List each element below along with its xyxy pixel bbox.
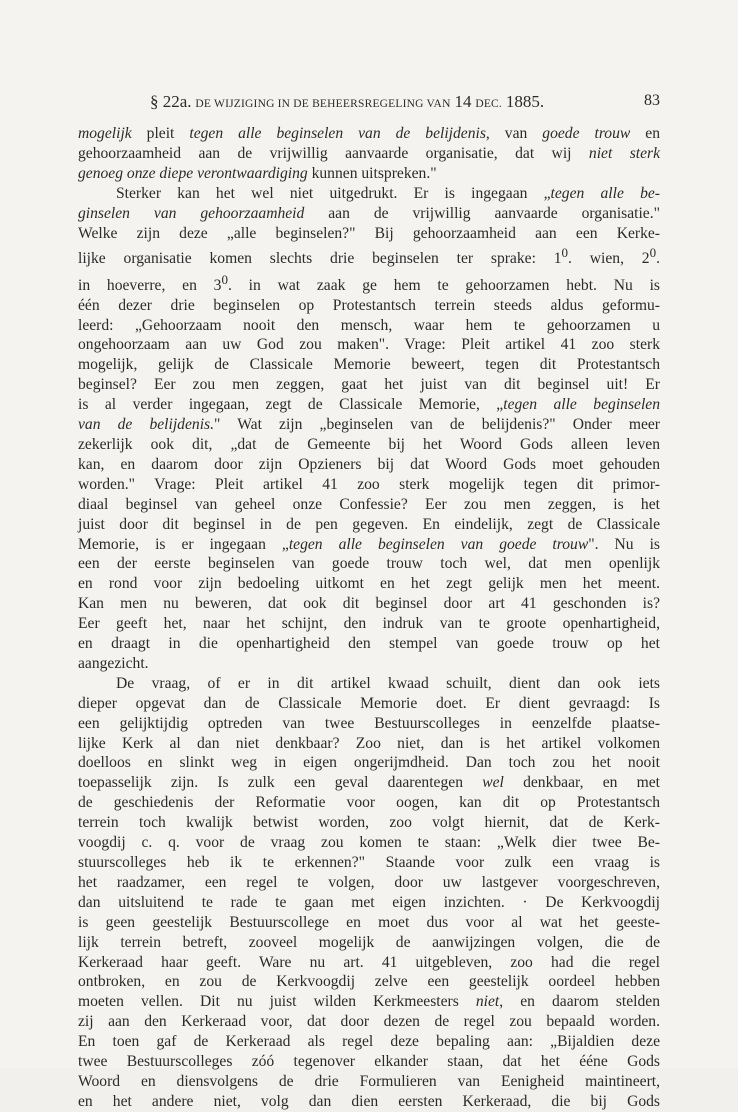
text-line: van de belijdenis." Wat zijn „beginselen van de belijdenis?" Onder meer <box>78 416 660 434</box>
text-line: lijk terrein betreft, zooveel mogelijk de aanwijzingen volgen, die de <box>78 933 660 951</box>
text-line: de geschiedenis der Reformatie voor oogen, kan dit op Protestantsch <box>78 794 660 812</box>
text-line: lijke Kerk al dan niet denkbaar? Zoo niet, dan is het artikel volkomen <box>78 734 660 752</box>
text-line: in hoeverre, en $3^0$. in wat zaak ge hem te gehoorzamen hebt. Nu is <box>78 271 661 294</box>
running-title <box>150 92 544 112</box>
text-line: mogelijk, gelijk de Classicale Memorie beweert, tegen dit Protestantsch <box>78 356 660 374</box>
text-line: Sterker kan het wel niet uitgedrukt. Er is ingegaan „tegen alle be- <box>116 184 660 202</box>
text-line: twee Bestuurscolleges zóó tegenover elkander staan, dat het ééne Gods <box>78 1053 660 1071</box>
text-line: zij aan den Kerkeraad voor, dat door dezen de regel zou bepaald worden. <box>78 1013 660 1031</box>
body-text <box>78 124 660 1112</box>
text-line: doelloos en slinkt weg in eigen ongerijmdheid. Dan toch zou het nooit <box>78 754 660 772</box>
text-line: lijke organisatie komen slechts drie beginselen ter sprake: $1^0$. wien, $2^0$. <box>78 245 660 268</box>
text-line: één dezer drie beginselen op Protestantsch terrein steeds aldus geformu- <box>78 296 660 314</box>
text-line: kan, en daarom door zijn Opzieners bij dat Woord Gods moet gehouden <box>78 455 660 473</box>
text-line: Memorie, is er ingegaan „tegen alle beginselen van goede trouw". Nu is <box>78 535 660 553</box>
text-line: diaal beginsel van geheel onze Confessie? Eer zou men zeggen, is het <box>78 495 660 513</box>
text-line: En toen gaf de Kerkeraad als regel deze bepaling aan: „Bijaldien deze <box>78 1033 660 1051</box>
text-line: beginsel? Eer zou men zeggen, gaat het juist van dit beginsel uit! Er <box>78 376 660 394</box>
text-line: leerd: „Gehoorzaam nooit den mensch, waar hem te gehoorzamen u <box>78 316 660 334</box>
text-line: zekerlijk ook dit, „dat de Gemeente bij het Woord Gods alleen leven <box>78 435 660 453</box>
section-title: DE WIJZIGING IN DE BEHEERSREGELING VAN <box>195 98 451 110</box>
text-line: De vraag, of er in dit artikel kwaad schuilt, dient dan ook iets <box>116 674 660 692</box>
text-line: een der eerste beginselen van goede trouw toch wel, dat men openlijk <box>78 555 660 573</box>
date-day: 14 <box>454 92 472 111</box>
text-line: Welke zijn deze „alle beginselen?" Bij gehoorzaamheid aan een Kerke- <box>78 224 660 242</box>
text-line: worden." Vrage: Pleit artikel 41 zoo sterk mogelijk tegen dit primor- <box>78 475 660 493</box>
text-line: en draagt in die openhartigheid den stempel van goede trouw op het <box>78 635 660 653</box>
text-line: juist door dit beginsel in de pen gegeven. En eindelijk, zegt de Classicale <box>78 515 660 533</box>
date-month: DEC. <box>475 98 503 110</box>
text-line: dan uitsluitend te rade te gaan met eigen inzichten. · De Kerkvoogdij <box>78 893 660 911</box>
text-line: ginselen van gehoorzaamheid aan de vrijwillig aanvaarde organisatie." <box>78 204 660 222</box>
text-line: toepasselijk zijn. Is zulk een geval daarentegen wel denkbaar, en met <box>78 774 661 792</box>
text-line: en het andere niet, volg dan dien eersten Kerkeraad, die bij Gods <box>78 1092 660 1110</box>
text-line: het raadzamer, een regel te volgen, door uw lastgever voorgeschreven, <box>78 873 660 891</box>
text-line: terrein toch kwalijk betwist worden, zoo volgt hiernit, dat de Kerk- <box>78 814 660 832</box>
text-line: mogelijk pleit tegen alle beginselen van de belijdenis, van goede trouw en <box>78 125 661 142</box>
text-line: en rond voor zijn bedoeling uitkomt en het zegt gelijk men het meent. <box>78 575 660 593</box>
text-line: gehoorzaamheid aan de vrijwillig aanvaarde organisatie, dat wij niet sterk <box>78 144 661 162</box>
text-line: ongehoorzaam aan uw God zou maken". Vrage: Pleit artikel 41 zoo sterk <box>78 336 660 354</box>
text-line: ontbroken, en zou de Kerkvoogdij zelve een geestelijk oordeel hebben <box>78 973 660 991</box>
text-line: dieper opgevat dan de Classicale Memorie doet. Er dient gevraagd: Is <box>78 694 660 712</box>
text-line: aangezicht. <box>78 654 149 672</box>
running-header <box>78 92 660 114</box>
text-line: Eer geeft het, naar het schijnt, den indruk van te groote openhartigheid, <box>78 615 660 633</box>
text-line: is geen geestelijk Bestuurscollege en moet dus voor al wat het geeste- <box>78 913 660 931</box>
section-number: § 22a. <box>150 92 192 111</box>
text-line: een gelijktijdig optreden van twee Bestuurscolleges in eenzelfde plaatse- <box>78 714 660 732</box>
text-line: Kan men nu beweren, dat ook dit beginsel door art 41 geschonden is? <box>78 595 660 613</box>
text-line: Kerkeraad haar geeft. Ware nu art. 41 uitgebleven, zoo had die regel <box>78 953 660 971</box>
date-year: 1885. <box>505 92 545 111</box>
text-line: is al verder ingegaan, zegt de Classicale Memorie, „tegen alle beginselen <box>78 396 660 414</box>
text-line: Woord en diensvolgens de drie Formulieren van Eenigheid maintineert, <box>78 1072 660 1090</box>
text-line: stuurscolleges heb ik te erkennen?" Staande voor zulk een vraag is <box>78 854 660 871</box>
text-line: voogdij c. q. voor de vraag zou komen te staan: „Welk dier twee Be- <box>78 834 660 852</box>
page-number: 83 <box>644 92 660 109</box>
text-line: moeten vellen. Dit nu juist wilden Kerkmeesters niet, en daarom stelden <box>78 993 660 1011</box>
text-line: genoeg onze diepe verontwaardiging kunnen uitspreken." <box>78 164 437 182</box>
